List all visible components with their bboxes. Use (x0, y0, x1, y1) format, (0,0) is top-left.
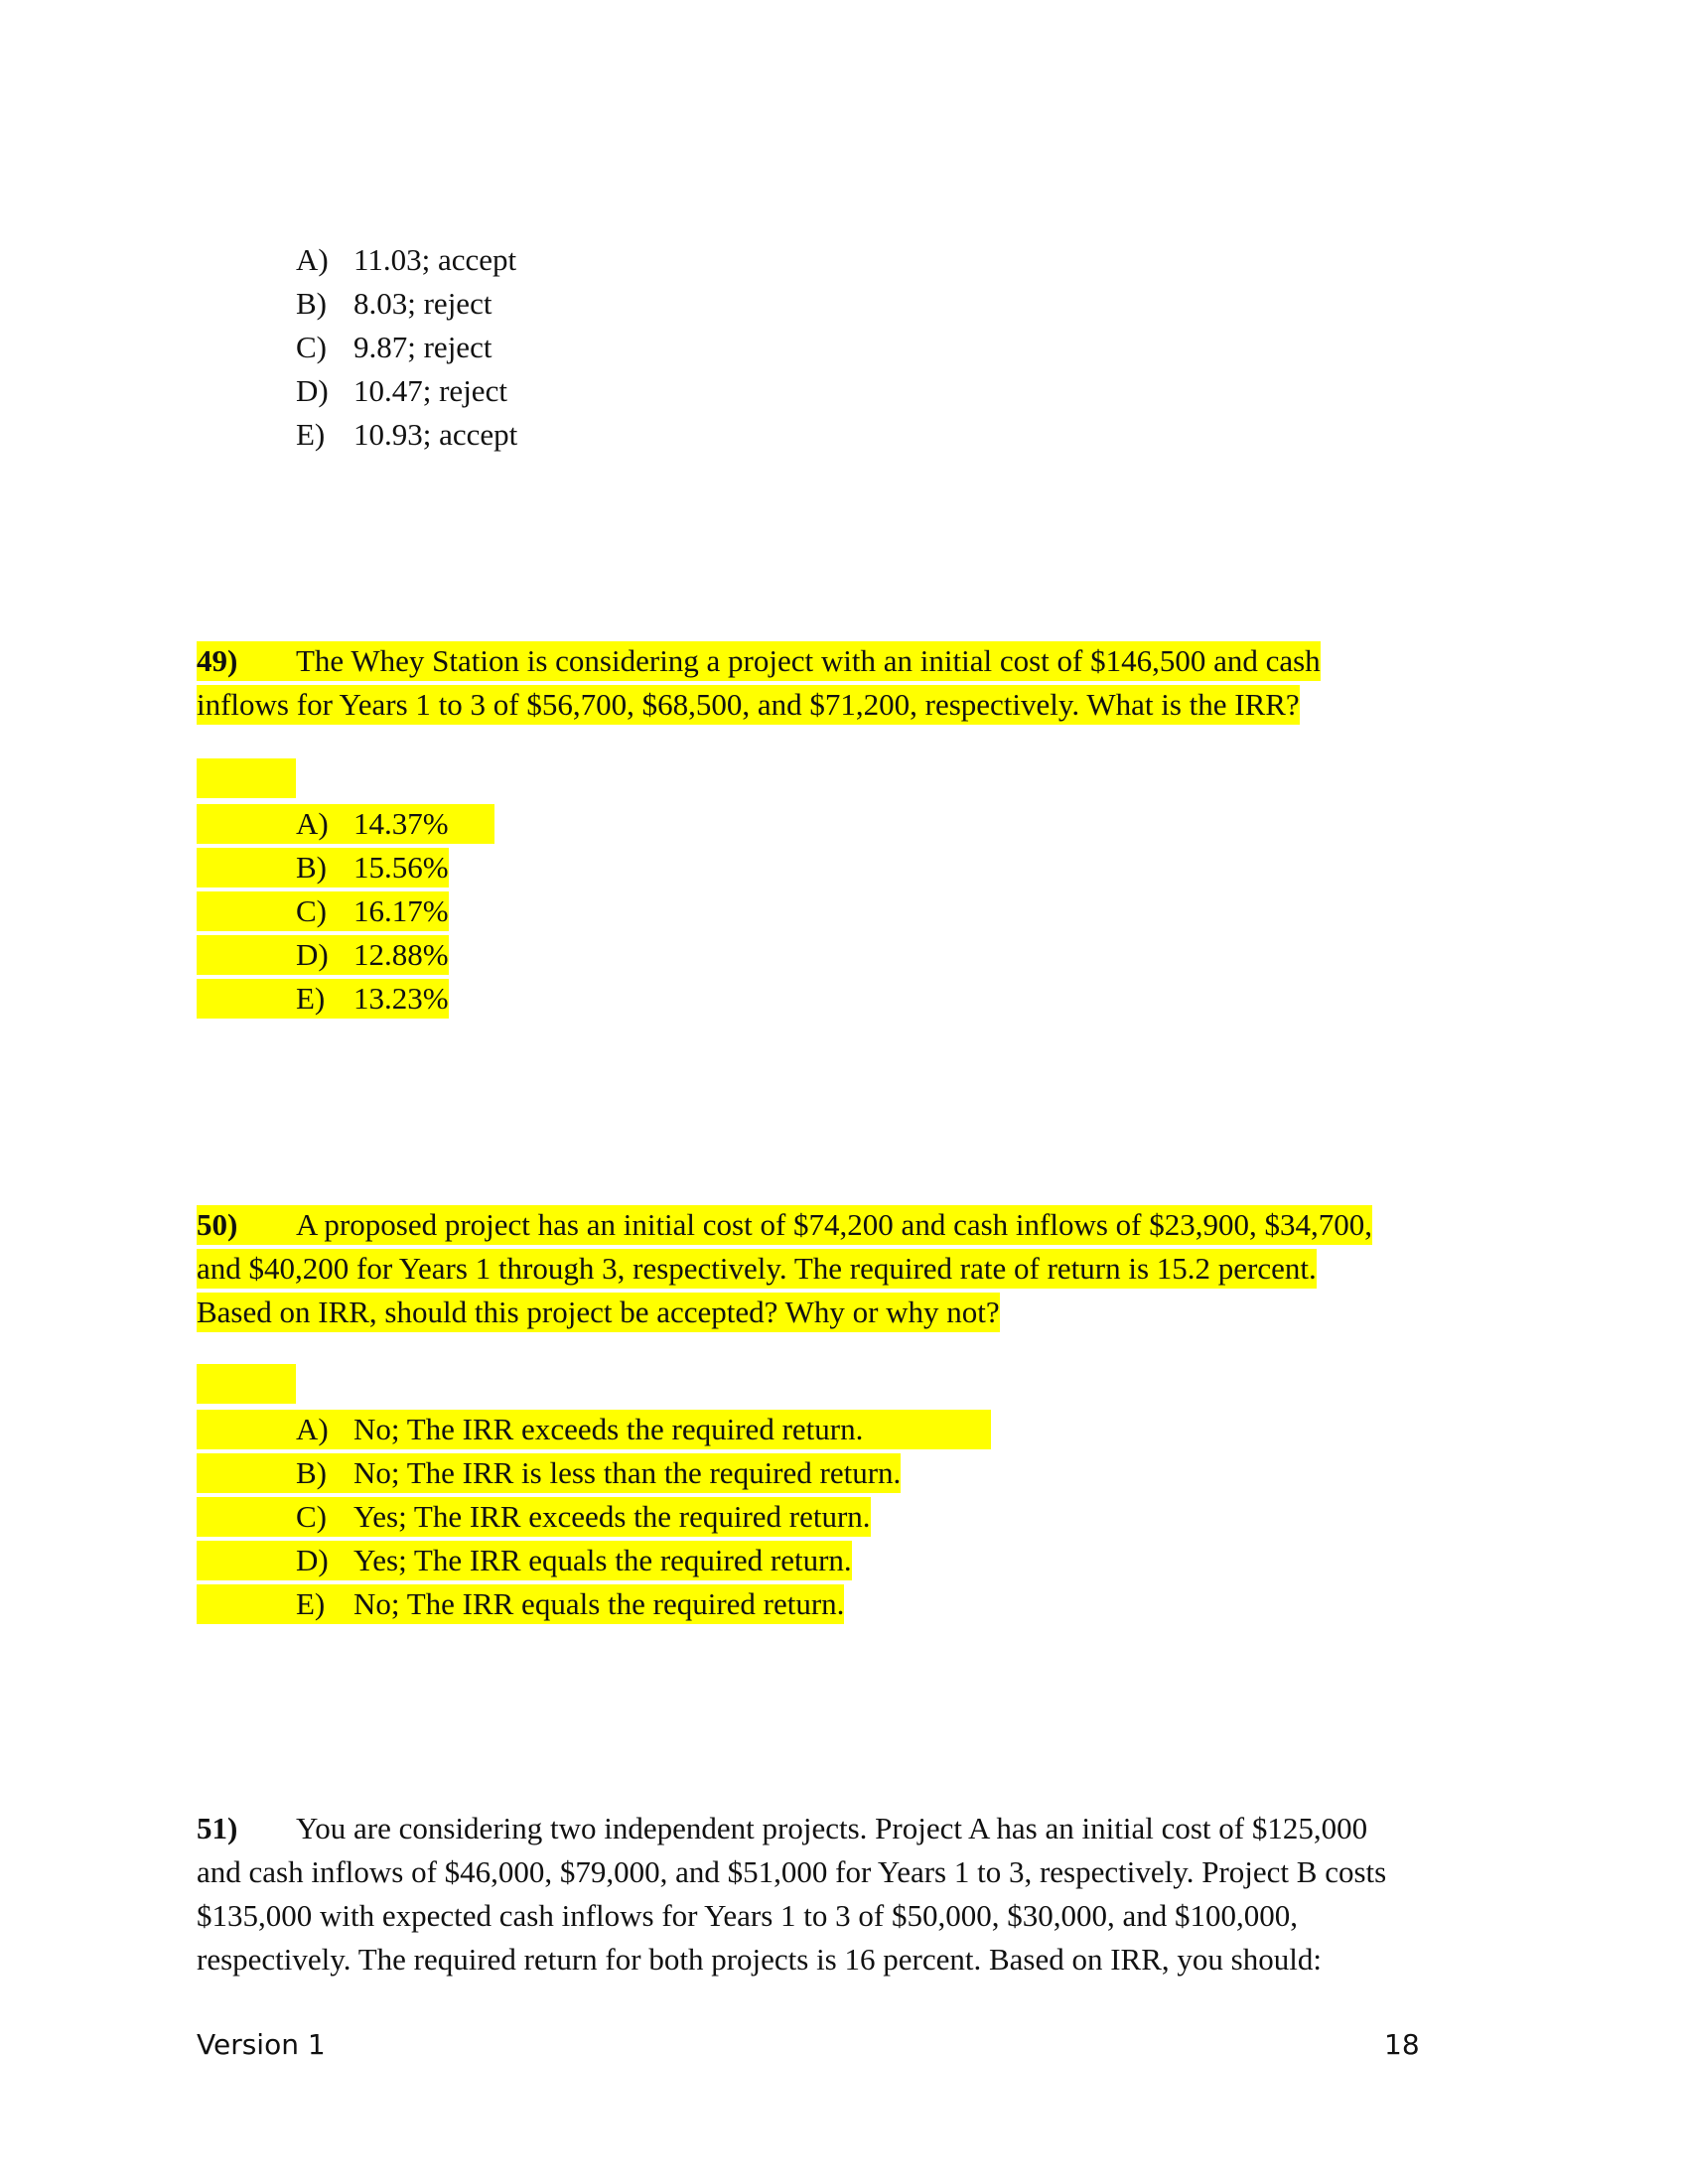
q48-option-d: D) 10.47; reject (296, 373, 507, 408)
q49-stem-line-2: inflows for Years 1 to 3 of $56,700, $68,500, and $71,200, respectively. What is the IRR? (197, 685, 1300, 725)
q50-stem-line-2: and $40,200 for Years 1 through 3, respectively. The required rate of return is 15.2 percent. (197, 1249, 1317, 1289)
q48-option-c: C) 9.87; reject (296, 330, 492, 364)
q50-option-b: B) No; The IRR is less than the required return. (197, 1453, 901, 1493)
q50-number: 50) (197, 1207, 238, 1242)
q51-stem-line-4: respectively. The required return for both projects is 16 percent. Based on IRR, you should: (197, 1942, 1322, 1977)
q51-stem-line-2: and cash inflows of $46,000, $79,000, and $51,000 for Years 1 to 3, respectively. Project B costs (197, 1854, 1387, 1889)
q48-option-b: B) 8.03; reject (296, 286, 492, 321)
q49-option-a: A) 14.37% (197, 804, 494, 844)
q50-option-e: E) No; The IRR equals the required return. (197, 1584, 844, 1624)
q49-option-b: B) 15.56% (197, 848, 449, 887)
q49-option-d: D) 12.88% (197, 935, 449, 975)
footer-version: Version 1 (197, 2028, 326, 2061)
q49-option-e: E) 13.23% (197, 979, 449, 1019)
q51-stem-line-1: 51) You are considering two independent projects. Project A has an initial cost of $125,000 (197, 1809, 1367, 1848)
q51-number: 51) (197, 1811, 238, 1845)
q50-answer-blank (197, 1364, 296, 1404)
q50-stem-line-3: Based on IRR, should this project be accepted? Why or why not? (197, 1293, 1000, 1332)
q50-option-c: C) Yes; The IRR exceeds the required return. (197, 1497, 871, 1537)
q51-stem-line-3: $135,000 with expected cash inflows for Years 1 to 3 of $50,000, $30,000, and $100,000, (197, 1898, 1298, 1933)
q49-answer-blank (197, 758, 296, 798)
q49-option-c: C) 16.17% (197, 891, 449, 931)
q50-option-d: D) Yes; The IRR equals the required return. (197, 1541, 852, 1580)
q50-stem-line-1: 50) A proposed project has an initial cost of $74,200 and cash inflows of $23,900, $34,700, (197, 1205, 1372, 1245)
q50-option-a: A) No; The IRR exceeds the required return. (197, 1410, 991, 1449)
q49-stem-line-1: 49) The Whey Station is considering a project with an initial cost of $146,500 and cash (197, 641, 1321, 681)
q48-option-e: E) 10.93; accept (296, 417, 518, 452)
q49-number: 49) (197, 643, 238, 678)
q48-option-a: A) 11.03; accept (296, 242, 517, 277)
footer-page-number: 18 (1384, 2028, 1420, 2061)
